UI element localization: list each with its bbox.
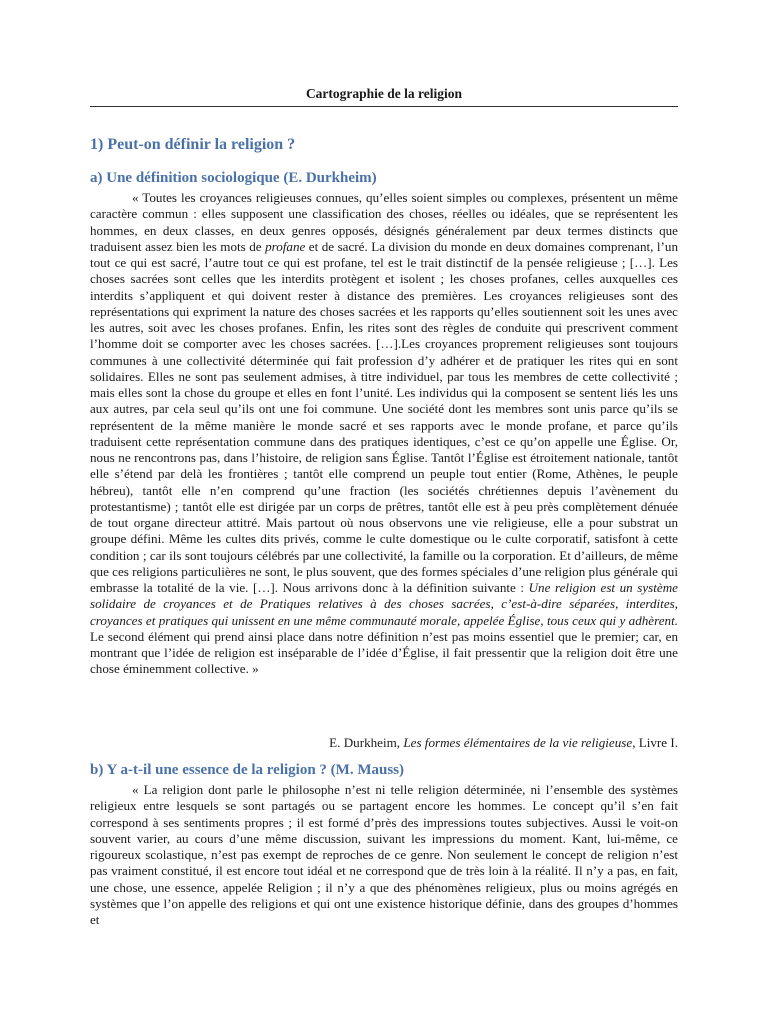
subsection-a-title: a) Une définition sociologique (E. Durkheim) [90,170,377,186]
attribution-work: Les formes élémentaires de la vie religieuse [403,735,633,750]
quote-text-3: Le second élément qui prend ainsi place dans notre définition n’est pas moins essentiel que le premier; car, en montrant que l’idée de religion est inséparable de l’idée d’Église, il fait pressentir que la religion doit être une chose éminemment collective. » [90,628,678,677]
section-title: 1) Peut-on définir la religion ? [90,136,296,153]
mauss-text: « La religion dont parle le philosophe n’est ni telle religion déterminée, ni l’ensemble des systèmes religieux entre lesquels se sont partagés ou se partagent encore les hommes. Le concept qu’il s’en fait correspond à ses sentiments propres ; il est formé d’près des impressions toutes subjectives. Aussi le voit-on souvent varier, au cours d’une même discussion, suivant les impressions du moment. Kant, lui-même, ce rigoureux scolastique, n’est pas exempt de reproches de ce genre. Non seulement le concept de religion n’est pas vraiment constitué, il est encore tout idéal et ne correspond que de très loin à la réalité. Il n’y a pas, en fait, une chose, une essence, appelée Religion ; il n’y a que des phénomènes religieux, plus ou moins agrégés en systèmes que l’on appelle des religions et qui ont une existence historique définie, dans des groupes d’hommes et [90,782,678,927]
quote-text-1: « Toutes les croyances religieuses connues, qu’elles soient simples ou complexes, présentent un même caractère commun : elles supposent une classification des choses, réelles ou idéales, que se représentent les hommes, en deux classes, en deux genres opposés, désignés généralement par deux termes distincts que traduisent assez bien les mots de [90,190,678,254]
running-header: Cartographie de la religion [305,86,463,101]
quote-text-2: et de sacré. La division du monde en deux domaines comprenant, l’un tout ce qui est sacré, l’autre tout ce qui est profane, tel est le trait distinctif de la pensée religieuse ; […]. Les choses sacrées sont celles que les interdits protègent et isolent ; les choses profanes, celles auxquelles ces interdits s’appliquent et qui doivent rester à distance des premières. Les croyances religieuses sont des représentations qui expriment la nature des choses sacrées et les rapports qu’elles soutiennent soit les unes avec les autres, soit avec les choses profanes. Enfin, les rites sont des règles de conduite qui prescrivent comment l’homme doit se comporter avec les choses sacrées. […].Les croyances proprement religieuses sont toujours communes à une collectivité déterminée qui fait profession d’y adhérer et de pratiquer les rites qui en sont solidaires. Elles ne sont pas seulement admises, à titre individuel, par tous les membres de cette collectivité ; mais elles sont la chose du groupe et elles en font l’unité. Les individus qui la composent se sentent liés les uns aux autres, par cela seul qu’ils ont une foi commune. Une société dont les membres sont unis parce qu’ils se représentent de la même manière le monde sacré et ses rapports avec le monde profane, et parce qu’ils traduisent cette représentation commune dans des pratiques identiques, c’est ce qu’on appelle une Église. Or, nous ne rencontrons pas, dans l’histoire, de religion sans Église. Tantôt l’Église est étroitement nationale, tantôt elle s’étend par delà les frontières ; tantôt elle comprend un peuple tout entier (Rome, Athènes, le peuple hébreu), tantôt elle n’en comprend qu’une fraction (les sociétés chrétiennes depuis l’avènement du protestantisme) ; tantôt elle est dirigée par un corps de prêtres, tantôt elle est à peu près complètement dénuée de tout organe directeur attitré. Mais partout où nous observons une vie religieuse, elle a pour substrat un groupe défini. Même les cultes dits privés, comme le culte domestique ou le culte corporatif, satisfont à cette condition ; car ils sont toujours célébrés par une collectivité, la famille ou la corporation. Et d’ailleurs, de même que ces religions particulières ne sont, le plus souvent, que des formes spéciales d’une religion plus générale qui embrasse la totalité de la vie. […]. Nous arrivons donc à la définition suivante : [90,238,679,595]
header-rule [90,106,678,107]
durkheim-quote [90,190,678,678]
attribution-reference: , Livre I. [632,735,678,750]
quote-attribution [329,735,678,751]
subsection-b-title: b) Y a-t-il une essence de la religion ? (M. Mauss) [90,762,404,778]
quote-emphasis-profane: profane [265,238,306,254]
attribution-author: E. Durkheim, [329,735,404,750]
quote-definition: Une religion est un système solidaire de croyances et de Pratiques relatives à des choses sacrées, c’est-à-dire séparées, interdites, croyances et pratiques qui unissent en une même communauté morale, appelée Église, tous ceux qui y adhèrent. [90,580,678,628]
mauss-quote [90,782,678,928]
